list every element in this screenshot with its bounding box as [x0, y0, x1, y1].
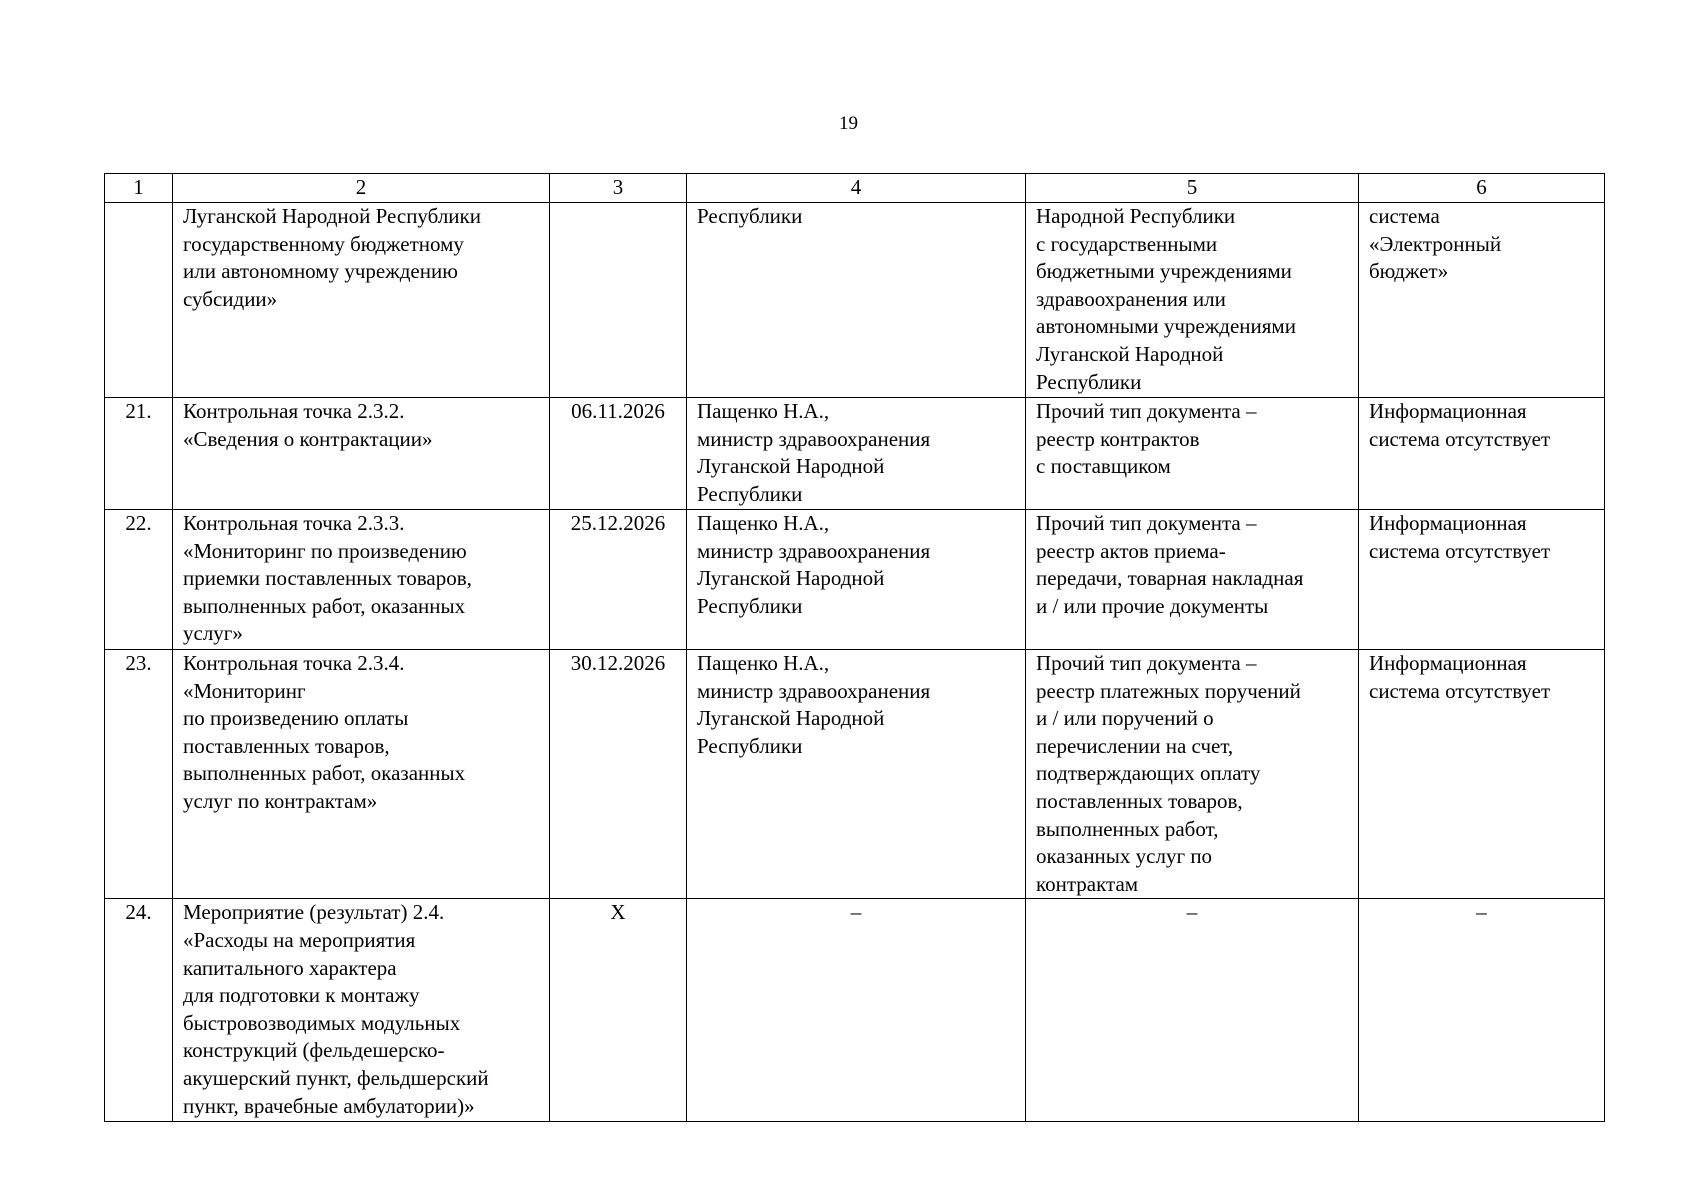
row-number-cell: 21.: [105, 398, 173, 510]
document-type-cell: Прочий тип документа – реестр актов приема- передачи, товарная накладная и / или прочие документы: [1026, 510, 1359, 650]
event-name-cell: Луганской Народной Республики государственному бюджетному или автономному учреждению субсидии»: [173, 203, 550, 398]
row-number-cell: 22.: [105, 510, 173, 650]
table-row: [105, 203, 1605, 398]
deadline-cell: [550, 203, 687, 398]
event-name-cell: Контрольная точка 2.3.3. «Мониторинг по произведению приемки поставленных товаров, выполненных работ, оказанных услуг»: [173, 510, 550, 650]
document-type-cell: Прочий тип документа – реестр платежных поручений и / или поручений о перечислении на счет, подтверждающих оплату поставленных товаров, выполненных работ, оказанных услуг по контрактам: [1026, 650, 1359, 899]
deadline-cell: 25.12.2026: [550, 510, 687, 650]
information-system-cell: Информационная система отсутствует: [1359, 650, 1605, 899]
row-number-cell: 24.: [105, 899, 173, 1122]
deadline-cell: 06.11.2026: [550, 398, 687, 510]
document-type-cell: Народной Республики с государственными бюджетными учреждениями здравоохранения или автономными учреждениями Луганской Народной Республики: [1026, 203, 1359, 398]
header-cell-2: 2: [173, 174, 550, 203]
responsible-cell: Пащенко Н.А., министр здравоохранения Луганской Народной Республики: [687, 650, 1026, 899]
header-cell-6: 6: [1359, 174, 1605, 203]
table-row: [105, 899, 1605, 1122]
responsible-cell: Пащенко Н.А., министр здравоохранения Луганской Народной Республики: [687, 398, 1026, 510]
responsible-cell: Пащенко Н.А., министр здравоохранения Луганской Народной Республики: [687, 510, 1026, 650]
table-row: [105, 510, 1605, 650]
table-header-row: [105, 174, 1605, 203]
information-system-cell: –: [1359, 899, 1605, 1122]
document-type-cell: –: [1026, 899, 1359, 1122]
row-number-cell: [105, 203, 173, 398]
information-system-cell: система «Электронный бюджет»: [1359, 203, 1605, 398]
responsible-cell: –: [687, 899, 1026, 1122]
event-name-cell: Мероприятие (результат) 2.4. «Расходы на мероприятия капитального характера для подготовки к монтажу быстровозводимых модульных конструкций (фельдешерско- акушерский пункт, фельдшерский пункт, врачебные амбулатории)»: [173, 899, 550, 1122]
deadline-cell: 30.12.2026: [550, 650, 687, 899]
responsible-cell: Республики: [687, 203, 1026, 398]
information-system-cell: Информационная система отсутствует: [1359, 398, 1605, 510]
event-name-cell: Контрольная точка 2.3.2. «Сведения о контрактации»: [173, 398, 550, 510]
header-cell-5: 5: [1026, 174, 1359, 203]
deadline-cell: Х: [550, 899, 687, 1122]
event-name-cell: Контрольная точка 2.3.4. «Мониторинг по произведению оплаты поставленных товаров, выполненных работ, оказанных услуг по контрактам»: [173, 650, 550, 899]
control-points-table: [104, 173, 1605, 1122]
header-cell-4: 4: [687, 174, 1026, 203]
table-row: [105, 398, 1605, 510]
row-number-cell: 23.: [105, 650, 173, 899]
header-cell-3: 3: [550, 174, 687, 203]
information-system-cell: Информационная система отсутствует: [1359, 510, 1605, 650]
page-number: 19: [839, 113, 858, 134]
header-cell-1: 1: [105, 174, 173, 203]
document-type-cell: Прочий тип документа – реестр контрактов с поставщиком: [1026, 398, 1359, 510]
table-row: [105, 650, 1605, 899]
